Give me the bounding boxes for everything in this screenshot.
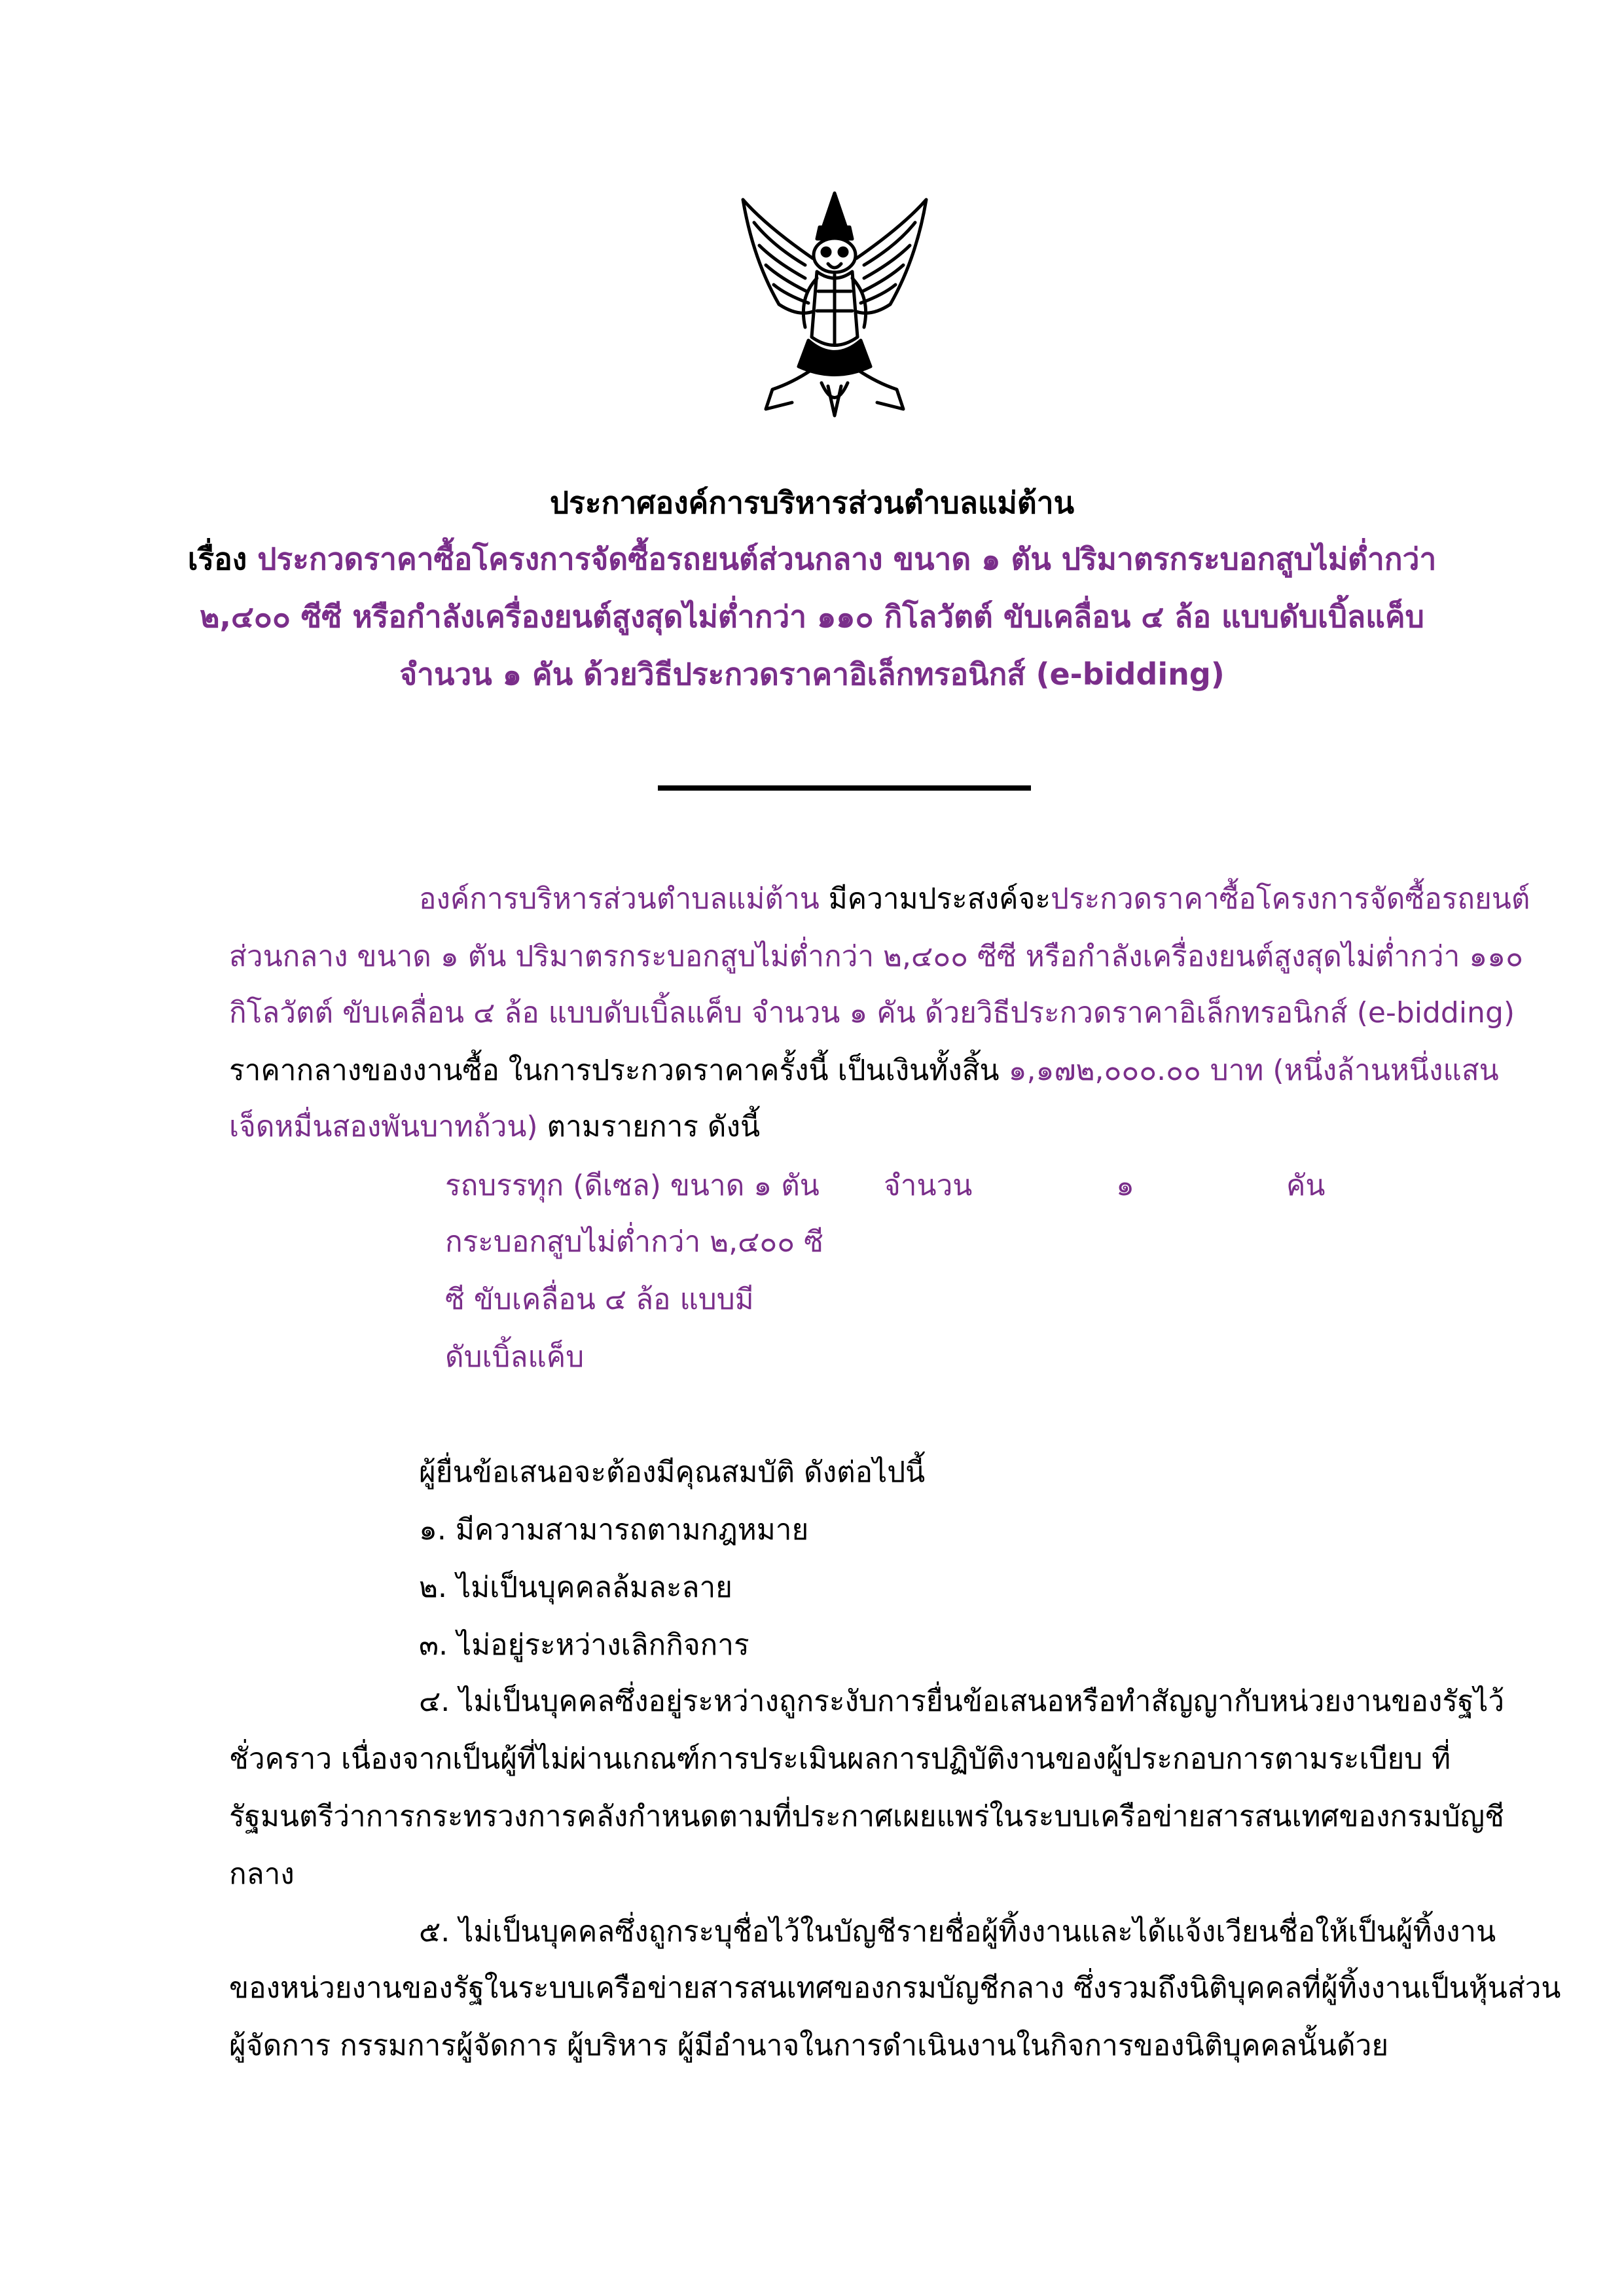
qualification-4-line-3: รัฐมนตรีว่าการกระทรวงการคลังกำหนดตามที่ประกาศเผยแพร่ในระบบเครือข่ายสารสนเทศของกรมบัญชี <box>229 1800 1504 1833</box>
qualification-5-line-2: ของหน่วยงานของรัฐในระบบเครือข่ายสารสนเทศของกรมบัญชีกลาง ซึ่งรวมถึงนิติบุคคลที่ผู้ทิ้งงานเป็นหุ้นส่วน <box>229 1971 1561 2005</box>
intro-line-3: กิโลวัตต์ ขับเคลื่อน ๔ ล้อ แบบดับเบิ้ลแค็บ จำนวน ๑ คัน ด้วยวิธีประกวดราคาอิเล็กทรอนิกส์ (e-bidding) <box>229 996 1515 1030</box>
subject-text-1: ประกวดราคาซื้อโครงการจัดซื้อรถยนต์ส่วนกลาง ขนาด ๑ ตัน ปริมาตรกระบอกสูบไม่ต่ำกว่า <box>257 541 1437 577</box>
intro-tail: ตามรายการ ดังนี้ <box>537 1110 761 1143</box>
price-words: เจ็ดหมื่นสองพันบาทถ้วน) <box>229 1110 538 1143</box>
org-name: องค์การบริหารส่วนตำบลแม่ต้าน <box>419 882 820 916</box>
intro-line-1 <box>419 880 1530 919</box>
qualification-5-line-3: ผู้จัดการ กรรมการผู้จัดการ ผู้บริหาร ผู้มีอำนาจในการดำเนินงานในกิจการของนิติบุคคลนั้นด้วย <box>229 2029 1389 2062</box>
item-qty-label: จำนวน <box>884 1169 973 1202</box>
qualification-3: ๓. ไม่อยู่ระหว่างเลิกกิจการ <box>419 1628 749 1662</box>
qualification-4-line-4: กลาง <box>229 1857 295 1891</box>
qualification-4-line-1: ๔. ไม่เป็นบุคคลซึ่งอยู่ระหว่างถูกระงับการยื่นข้อเสนอหรือทำสัญญากับหน่วยงานของรัฐไว้ <box>419 1685 1505 1718</box>
qualification-4-line-2: ชั่วคราว เนื่องจากเป็นผู้ที่ไม่ผ่านเกณฑ์การประเมินผลการปฏิบัติงานของผู้ประกอบการตามระเบียบ ที่ <box>229 1742 1451 1776</box>
intro-line-4 <box>229 1051 1499 1090</box>
item-desc-4: ดับเบิ้ลแค็บ <box>445 1340 585 1374</box>
subject-line-2: ๒,๔๐๐ ซีซี หรือกำลังเครื่องยนต์สูงสุดไม่ต่ำกว่า ๑๑๐ กิโลวัตต์ ขับเคลื่อน ๔ ล้อ แบบดับเบิ้ลแค็บ <box>200 599 1424 634</box>
intro-text: มีความประสงค์จะ <box>819 882 1051 916</box>
intro-line-2: ส่วนกลาง ขนาด ๑ ตัน ปริมาตรกระบอกสูบไม่ต่ำกว่า ๒,๔๐๐ ซีซี หรือกำลังเครื่องยนต์สูงสุดไม่ต่ำกว่า ๑๑๐ <box>229 940 1523 973</box>
header-divider <box>658 785 1031 791</box>
qualification-1: ๑. มีความสามารถตามกฎหมาย <box>419 1513 809 1547</box>
qualification-5-line-1: ๕. ไม่เป็นบุคคลซึ่งถูกระบุชื่อไว้ในบัญชีรายชื่อผู้ทิ้งงานและได้แจ้งเวียนชื่อให้เป็นผู้ทิ้งงาน <box>419 1915 1496 1948</box>
intro-line-5 <box>229 1107 760 1147</box>
item-qty: ๑ <box>1116 1169 1134 1202</box>
subject-line-3: จำนวน ๑ คัน ด้วยวิธีประกวดราคาอิเล็กทรอนิกส์ (e-bidding) <box>399 656 1225 692</box>
item-desc-3: ซี ขับเคลื่อน ๔ ล้อ แบบมี <box>445 1283 754 1316</box>
qualification-2: ๒. ไม่เป็นบุคคลล้มละลาย <box>419 1571 732 1604</box>
subject-prefix: เรื่อง <box>187 541 247 577</box>
subject-line-1 <box>0 539 1624 579</box>
item-unit: คัน <box>1286 1169 1326 1202</box>
document-title: ประกาศองค์การบริหารส่วนตำบลแม่ต้าน <box>549 485 1075 520</box>
project-name: ประกวดราคาซื้อโครงการจัดซื้อรถยนต์ <box>1051 882 1530 916</box>
garuda-emblem-icon <box>740 187 929 422</box>
item-desc-1: รถบรรทุก (ดีเซล) ขนาด ๑ ตัน <box>445 1169 820 1202</box>
qualifications-heading: ผู้ยื่นข้อเสนอจะต้องมีคุณสมบัติ ดังต่อไปนี้ <box>419 1456 926 1489</box>
item-desc-2: กระบอกสูบไม่ต่ำกว่า ๒,๔๐๐ ซี <box>445 1225 823 1259</box>
price-lead: ราคากลางของงานซื้อ ในการประกวดราคาครั้งนี้ เป็นเงินทั้งสิ้น <box>229 1054 1009 1087</box>
price-amount: ๑,๑๗๒,๐๐๐.๐๐ บาท (หนึ่งล้านหนึ่งแสน <box>1008 1054 1499 1087</box>
